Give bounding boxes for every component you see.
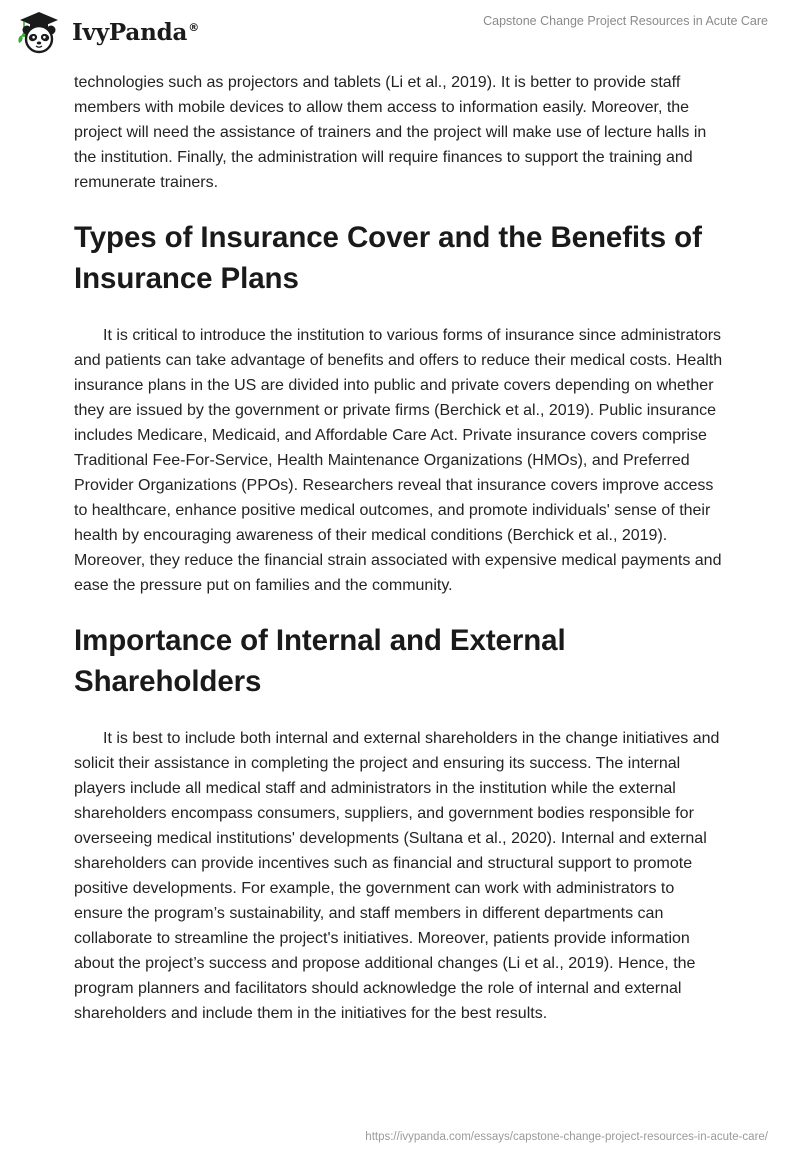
footer-source-url[interactable]: https://ivypanda.com/essays/capstone-change-project-resources-in-acute-care/ (365, 1131, 768, 1143)
document-title: Capstone Change Project Resources in Acute Care (483, 14, 768, 28)
section-heading-insurance: Types of Insurance Cover and the Benefits of Insurance Plans (74, 221, 702, 295)
ivypanda-logo[interactable] (16, 9, 199, 55)
section-heading-shareholders: Importance of Internal and External Shareholders (74, 624, 566, 698)
logo-text: IvyPanda (72, 18, 188, 46)
registered-mark: ® (188, 20, 199, 34)
section-paragraph-insurance: It is critical to introduce the institution to various forms of insurance since administrators and patients can take advantage of benefits and offers to reduce their medical costs. Health insurance plans in the US are divided into public and private covers depending on whether they are issued by the government or private firms (Berchick et al., 2019). Public insurance includes Medicare, Medicaid, and Affordable Care Act. Private insurance covers comprise Traditional Fee-For-Service, Health Maintenance Organizations (HMOs), and Preferred Provider Organizations (PPOs). Researchers reveal that insurance covers improve access to healthcare, enhance positive medical outcomes, and promote individuals' sense of their health by encouraging awareness of their medical conditions (Berchick et al., 2019). Moreover, they reduce the financial strain associated with expensive medical payments and ease the pressure put on families and the community. (74, 327, 723, 594)
logo-wordmark (72, 18, 199, 46)
essay-content (74, 70, 726, 1026)
page-header (0, 0, 800, 70)
intro-paragraph: technologies such as projectors and tablets (Li et al., 2019). It is better to provide staff members with mobile devices to allow them access to information easily. Moreover, the project will need the assistance of trainers and the project will make use of lecture halls in the institution. Finally, the administration will require finances to support the training and remunerate trainers. (74, 74, 707, 191)
section-paragraph-shareholders: It is best to include both internal and external shareholders in the change initiatives and solicit their assistance in completing the project and ensuring its success. The internal players include all medical staff and administrators in the institution while the external shareholders encompass consumers, suppliers, and government bodies responsible for overseeing medical institutions' developments (Sultana et al., 2020). Internal and external shareholders can provide incentives such as financial and structural support to promote positive developments. For example, the government can work with administrators to ensure the program’s sustainability, and staff members in different departments can collaborate to streamline the project's initiatives. Moreover, patients provide information about the project’s success and propose additional changes (Li et al., 2019). Hence, the program planners and facilitators should acknowledge the role of internal and external shareholders and include them in the initiatives for the best results. (74, 730, 720, 1022)
panda-graduation-cap-icon (16, 9, 62, 55)
